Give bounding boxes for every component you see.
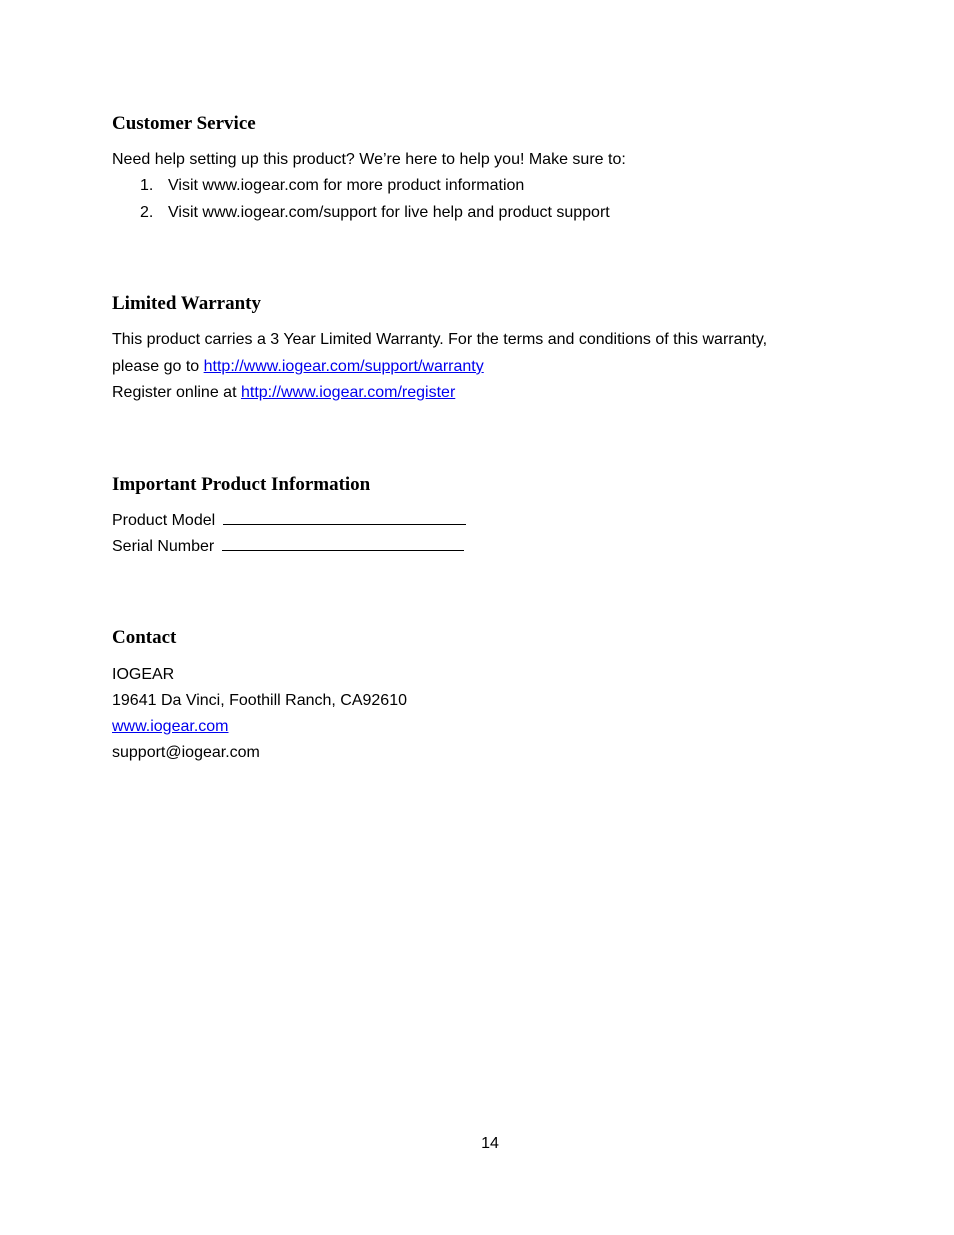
warranty-text: This product carries a 3 Year Limited Warranty. For the terms and conditions of this warranty,	[112, 331, 768, 348]
serial-number-blank	[222, 536, 464, 551]
limited-warranty-heading: Limited Warranty	[112, 293, 262, 314]
list-item	[140, 175, 524, 197]
serial-number-field	[112, 536, 464, 558]
product-model-blank	[223, 510, 466, 525]
contact-heading: Contact	[112, 627, 177, 648]
page-number: 14	[481, 1135, 499, 1152]
warranty-link-line	[112, 356, 484, 378]
list-item-number: 2.	[140, 204, 154, 221]
warranty-link-prefix: please go to	[112, 358, 204, 375]
register-prefix: Register online at	[112, 384, 241, 401]
contact-website-line	[112, 716, 229, 738]
contact-website-link[interactable]: www.iogear.com	[112, 718, 229, 735]
product-model-field	[112, 510, 466, 532]
customer-service-intro: Need help setting up this product? We’re here to help you! Make sure to:	[112, 151, 626, 168]
product-model-label: Product Model	[112, 512, 216, 529]
list-item-text: Visit www.iogear.com for more product information	[168, 177, 525, 194]
serial-number-label: Serial Number	[112, 538, 215, 555]
warranty-link[interactable]: http://www.iogear.com/support/warranty	[203, 358, 484, 375]
list-item-number: 1.	[140, 177, 154, 194]
contact-address: 19641 Da Vinci, Foothill Ranch, CA92610	[112, 692, 407, 709]
customer-service-heading: Customer Service	[112, 113, 256, 134]
contact-email: support@iogear.com	[112, 744, 260, 761]
product-info-heading: Important Product Information	[112, 474, 371, 495]
register-line	[112, 382, 455, 404]
contact-company: IOGEAR	[112, 666, 175, 683]
list-item-text: Visit www.iogear.com/support for live help and product support	[168, 204, 610, 221]
list-item	[140, 202, 610, 224]
register-link[interactable]: http://www.iogear.com/register	[240, 384, 456, 401]
